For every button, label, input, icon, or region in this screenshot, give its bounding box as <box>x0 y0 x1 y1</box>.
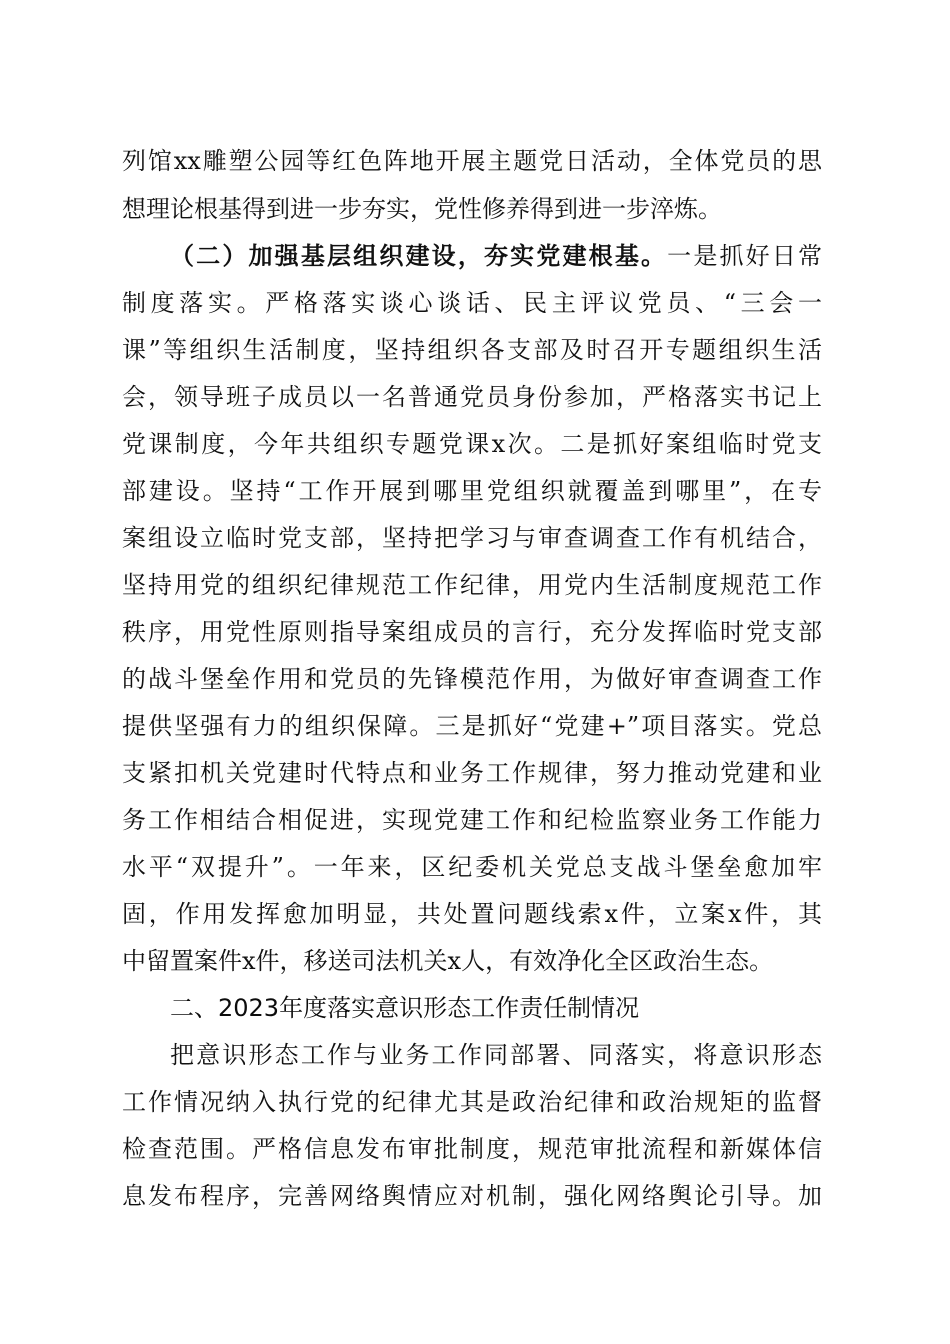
para3-line-1: 把意识形态工作与业务工作同部署、同落实，将意识形态 <box>170 1041 822 1069</box>
para2-line: 部建设。坚持“工作开展到哪里党组织就覆盖到哪里”，在专 <box>122 477 822 505</box>
para2-lead-rest: 一是抓好日常 <box>667 242 823 270</box>
para2-line: 中留置案件x件，移送司法机关x人，有效净化全区政治生态。 <box>122 947 774 975</box>
para3-line: 检查范围。严格信息发布审批制度，规范审批流程和新媒体信 <box>122 1135 822 1163</box>
para2-line: 水平“双提升”。一年来，区纪委机关党总支战斗堡垒愈加牢 <box>122 853 822 881</box>
para2-line: 的战斗堡垒作用和党员的先锋模范作用，为做好审查调查工作 <box>122 665 822 693</box>
para1-line-2: 想理论根基得到进一步夯实，党性修养得到进一步淬炼。 <box>122 195 722 223</box>
para2-line: 支紧扣机关党建时代特点和业务工作规律，努力推动党建和业 <box>122 759 822 787</box>
para2-line: 秩序，用党性原则指导案组成员的言行，充分发挥临时党支部 <box>122 618 822 646</box>
para2-line: 务工作相结合相促进，实现党建工作和纪检监察业务工作能力 <box>122 806 822 834</box>
para2-line: 坚持用党的组织纪律规范工作纪律，用党内生活制度规范工作 <box>122 571 822 599</box>
para2-line-1 <box>170 232 822 280</box>
para2-line: 固，作用发挥愈加明显，共处置问题线索x件，立案x件，其 <box>122 900 822 928</box>
para2-line: 制度落实。严格落实谈心谈话、民主评议党员、“三会一 <box>122 289 822 317</box>
para2-line: 课”等组织生活制度，坚持组织各支部及时召开专题组织生活 <box>122 336 822 364</box>
para3-line: 息发布程序，完善网络舆情应对机制，强化网络舆论引导。加 <box>122 1182 822 1210</box>
para2-line: 提供坚强有力的组织保障。三是抓好“党建+”项目落实。党总 <box>122 712 822 740</box>
para2-line: 党课制度，今年共组织专题党课x次。二是抓好案组临时党支 <box>122 430 822 458</box>
para2-line: 案组设立临时党支部，坚持把学习与审查调查工作有机结合， <box>122 524 822 552</box>
para2-lead-bold: （二）加强基层组织建设，夯实党建根基。 <box>170 242 668 270</box>
para2-line: 会，领导班子成员以一名普通党员身份参加，严格落实书记上 <box>122 383 822 411</box>
para1-line-1: 列馆xx雕塑公园等红色阵地开展主题党日活动，全体党员的思 <box>122 147 822 175</box>
para3-line: 工作情况纳入执行党的纪律尤其是政治纪律和政治规矩的监督 <box>122 1088 822 1116</box>
section-heading: 二、2023年度落实意识形态工作责任制情况 <box>170 994 640 1022</box>
